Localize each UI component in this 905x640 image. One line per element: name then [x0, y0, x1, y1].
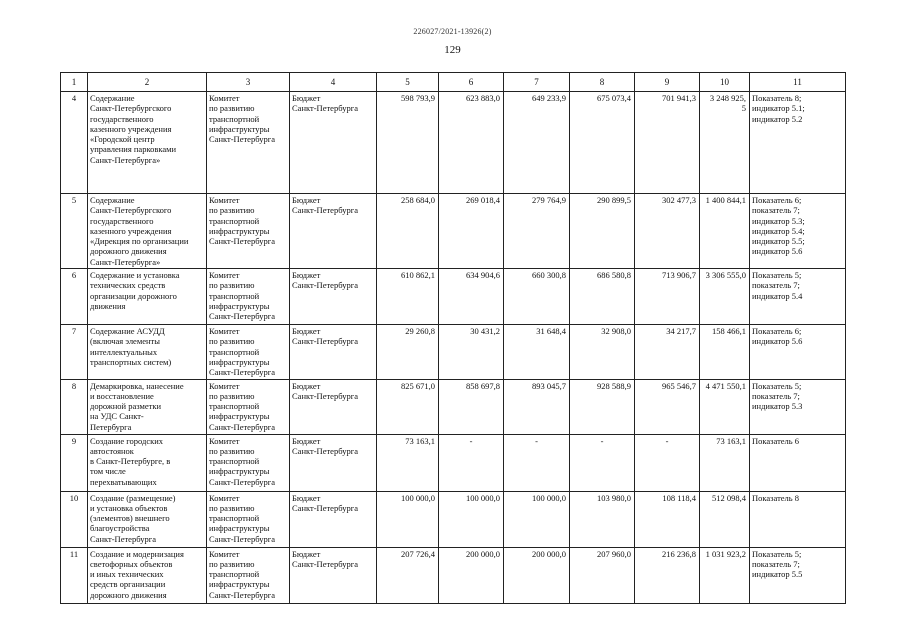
executor: Комитет по развитию транспортной инфраструктуры Санкт-Петербурга — [207, 491, 290, 547]
executor: Комитет по развитию транспортной инфраструктуры Санкт-Петербурга — [207, 194, 290, 269]
funding-source: Бюджет Санкт-Петербурга — [290, 547, 377, 603]
value-col9: 302 477,3 — [635, 194, 700, 269]
funding-source: Бюджет Санкт-Петербурга — [290, 491, 377, 547]
value-col8: 207 960,0 — [570, 547, 635, 603]
indicators: Показатель 6; индикатор 5.6 — [750, 325, 846, 379]
table-row — [61, 92, 846, 194]
activity-name: Создание (размещение) и установка объектов (элементов) внешнего благоустройства Санкт-Петербурга — [88, 491, 207, 547]
value-col5: 207 726,4 — [377, 547, 439, 603]
row-number: 11 — [61, 547, 88, 603]
value-col8: 675 073,4 — [570, 92, 635, 194]
value-col5: 825 671,0 — [377, 379, 439, 434]
col-header: 3 — [207, 73, 290, 92]
value-col6: 30 431,2 — [439, 325, 504, 379]
activity-name: Содержание Санкт-Петербургского государственного казенного учреждения «Дирекция по организации дорожного движения Санкт-Петербурга» — [88, 194, 207, 269]
row-number: 5 — [61, 194, 88, 269]
value-col7: 279 764,9 — [504, 194, 570, 269]
value-col8: 103 980,0 — [570, 491, 635, 547]
value-col8: 32 908,0 — [570, 325, 635, 379]
activity-name: Содержание АСУДД (включая элементы интеллектуальных транспортных систем) — [88, 325, 207, 379]
col-header: 10 — [700, 73, 750, 92]
value-col6: 100 000,0 — [439, 491, 504, 547]
value-col5: 610 862,1 — [377, 269, 439, 325]
value-col9: 108 118,4 — [635, 491, 700, 547]
value-col6: 858 697,8 — [439, 379, 504, 434]
funding-source: Бюджет Санкт-Петербурга — [290, 434, 377, 491]
row-number: 6 — [61, 269, 88, 325]
table-row — [61, 379, 846, 434]
row-number: 10 — [61, 491, 88, 547]
value-col5: 258 684,0 — [377, 194, 439, 269]
value-col8: 290 899,5 — [570, 194, 635, 269]
value-total: 3 306 555,0 — [700, 269, 750, 325]
col-header: 6 — [439, 73, 504, 92]
value-col5: 73 163,1 — [377, 434, 439, 491]
column-number-row — [61, 73, 846, 92]
value-col6: 634 904,6 — [439, 269, 504, 325]
value-col9: - — [635, 434, 700, 491]
value-col7: 200 000,0 — [504, 547, 570, 603]
value-col7: 31 648,4 — [504, 325, 570, 379]
value-total: 3 248 925, 5 — [700, 92, 750, 194]
value-col6: - — [439, 434, 504, 491]
col-header: 9 — [635, 73, 700, 92]
activity-name: Создание и модернизация светофорных объектов и иных технических средств организации дорожного движения — [88, 547, 207, 603]
indicators: Показатель 8 — [750, 491, 846, 547]
value-col9: 965 546,7 — [635, 379, 700, 434]
executor: Комитет по развитию транспортной инфраструктуры Санкт-Петербурга — [207, 325, 290, 379]
value-col8: 686 580,8 — [570, 269, 635, 325]
table-row — [61, 434, 846, 491]
funding-source: Бюджет Санкт-Петербурга — [290, 92, 377, 194]
value-total: 4 471 550,1 — [700, 379, 750, 434]
table-row — [61, 194, 846, 269]
executor: Комитет по развитию транспортной инфраструктуры Санкт-Петербурга — [207, 434, 290, 491]
value-col8: - — [570, 434, 635, 491]
indicators: Показатель 6; показатель 7; индикатор 5.3; индикатор 5.4; индикатор 5.5; индикатор 5.6 — [750, 194, 846, 269]
col-header: 5 — [377, 73, 439, 92]
indicators: Показатель 5; показатель 7; индикатор 5.4 — [750, 269, 846, 325]
value-col7: - — [504, 434, 570, 491]
value-col6: 623 883,0 — [439, 92, 504, 194]
funding-source: Бюджет Санкт-Петербурга — [290, 194, 377, 269]
executor: Комитет по развитию транспортной инфраструктуры Санкт-Петербурга — [207, 92, 290, 194]
value-col9: 713 906,7 — [635, 269, 700, 325]
table-row — [61, 547, 846, 603]
executor: Комитет по развитию транспортной инфраструктуры Санкт-Петербурга — [207, 379, 290, 434]
col-header: 2 — [88, 73, 207, 92]
col-header: 7 — [504, 73, 570, 92]
value-col5: 100 000,0 — [377, 491, 439, 547]
value-col6: 269 018,4 — [439, 194, 504, 269]
activity-name: Демаркировка, нанесение и восстановление дорожной разметки на УДС Санкт- Петербурга — [88, 379, 207, 434]
value-col6: 200 000,0 — [439, 547, 504, 603]
executor: Комитет по развитию транспортной инфраструктуры Санкт-Петербурга — [207, 547, 290, 603]
value-col5: 598 793,9 — [377, 92, 439, 194]
value-total: 1 400 844,1 — [700, 194, 750, 269]
row-number: 7 — [61, 325, 88, 379]
value-total: 73 163,1 — [700, 434, 750, 491]
funding-source: Бюджет Санкт-Петербурга — [290, 269, 377, 325]
value-total: 158 466,1 — [700, 325, 750, 379]
indicators: Показатель 6 — [750, 434, 846, 491]
row-number: 8 — [61, 379, 88, 434]
col-header: 4 — [290, 73, 377, 92]
table-row — [61, 269, 846, 325]
value-col9: 701 941,3 — [635, 92, 700, 194]
value-col7: 893 045,7 — [504, 379, 570, 434]
col-header: 11 — [750, 73, 846, 92]
value-col7: 660 300,8 — [504, 269, 570, 325]
program-table — [60, 72, 846, 604]
value-col8: 928 588,9 — [570, 379, 635, 434]
row-number: 9 — [61, 434, 88, 491]
value-col5: 29 260,8 — [377, 325, 439, 379]
table-row — [61, 491, 846, 547]
funding-source: Бюджет Санкт-Петербурга — [290, 325, 377, 379]
indicators: Показатель 5; показатель 7; индикатор 5.5 — [750, 547, 846, 603]
table-row — [61, 325, 846, 379]
row-number: 4 — [61, 92, 88, 194]
activity-name: Создание городских автостоянок в Санкт-Петербурге, в том числе перехватывающих — [88, 434, 207, 491]
value-col9: 34 217,7 — [635, 325, 700, 379]
value-col7: 649 233,9 — [504, 92, 570, 194]
value-total: 1 031 923,2 — [700, 547, 750, 603]
value-col9: 216 236,8 — [635, 547, 700, 603]
value-total: 512 098,4 — [700, 491, 750, 547]
activity-name: Содержание и установка технических средств организации дорожного движения — [88, 269, 207, 325]
col-header: 8 — [570, 73, 635, 92]
funding-source: Бюджет Санкт-Петербурга — [290, 379, 377, 434]
col-header: 1 — [61, 73, 88, 92]
indicators: Показатель 5; показатель 7; индикатор 5.3 — [750, 379, 846, 434]
value-col7: 100 000,0 — [504, 491, 570, 547]
executor: Комитет по развитию транспортной инфраструктуры Санкт-Петербурга — [207, 269, 290, 325]
activity-name: Содержание Санкт-Петербургского государственного казенного учреждения «Городской центр управления парковками Санкт-Петербурга» — [88, 92, 207, 194]
document-id: 226027/2021-13926(2) — [413, 27, 492, 36]
indicators: Показатель 8; индикатор 5.1; индикатор 5.2 — [750, 92, 846, 194]
page-number: 129 — [444, 44, 461, 56]
